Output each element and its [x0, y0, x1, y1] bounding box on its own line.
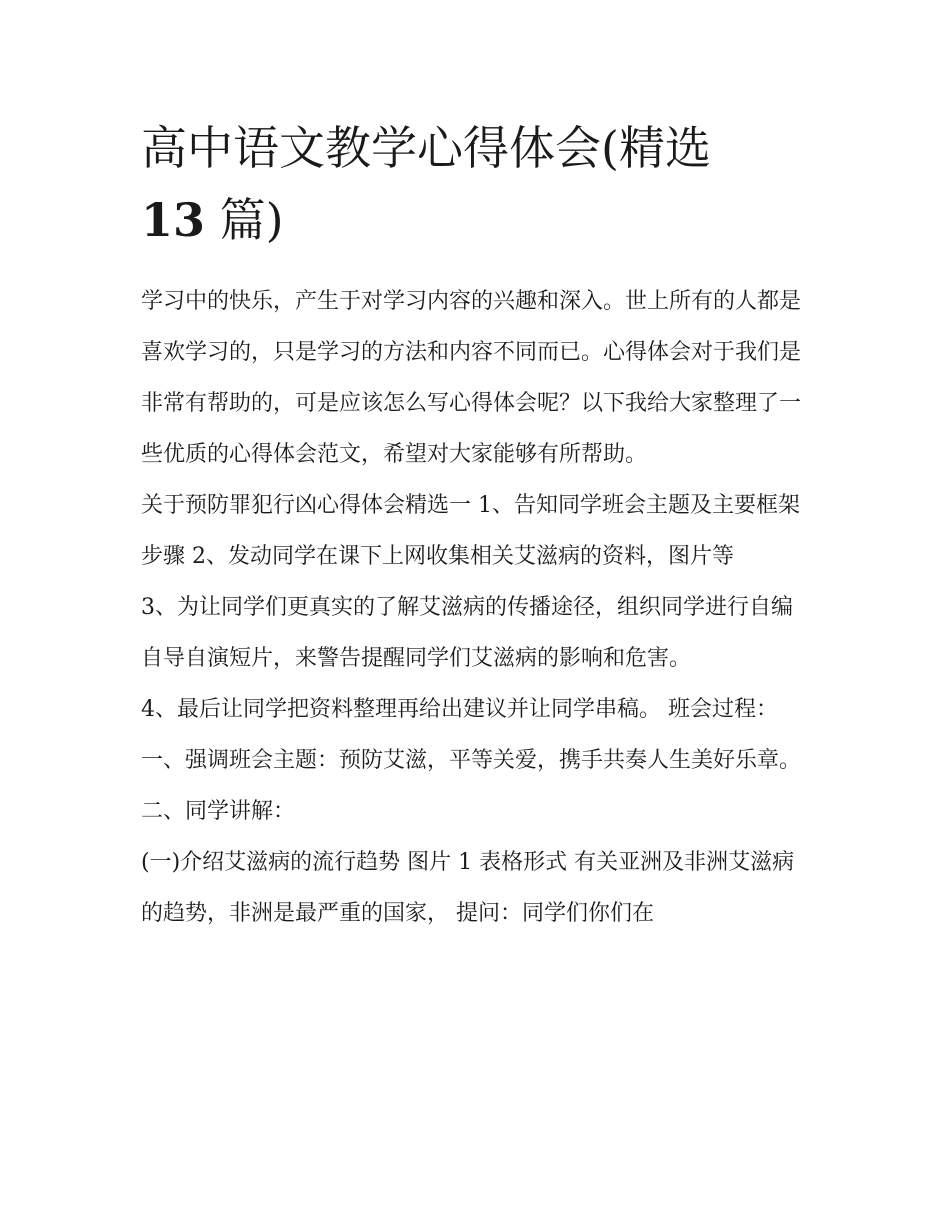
title-number: 13: [141, 193, 206, 247]
paragraph-3: 4、最后让同学把资料整理再给出建议并让同学串稿。 班会过程： 一、强调班会主题：预防艾滋，平等关爱，携手共奏人生美好乐章。 二、同学讲解：: [141, 697, 802, 824]
document-title: [141, 112, 813, 256]
paragraph-2: 3、为让同学们更真实的了解艾滋病的传播途径，组织同学进行自编自导自演短片，来警告提醒同学们艾滋病的影响和危害。: [141, 595, 793, 671]
paragraph-4: (一)介绍艾滋病的流行趋势 图片 1 表格形式 有关亚洲及非洲艾滋病的趋势，非洲是最严重的国家， 提问：同学们你们在: [141, 850, 795, 926]
title-line-2: 篇): [219, 193, 284, 247]
paragraph-intro: 学习中的快乐，产生于对学习内容的兴趣和深入。世上所有的人都是喜欢学习的，只是学习的方法和内容不同而已。心得体会对于我们是非常有帮助的，可是应该怎么写心得体会呢？以下我给大家整理了一些优质的心得体会范文，希望对大家能够有所帮助。: [141, 289, 802, 467]
document-page: [141, 112, 813, 939]
paragraph-1: 关于预防罪犯行凶心得体会精选一 1、告知同学班会主题及主要框架步骤 2、发动同学在课下上网收集相关艾滋病的资料，图片等: [141, 493, 800, 569]
title-line-1: 高中语文教学心得体会(精选: [141, 121, 711, 175]
